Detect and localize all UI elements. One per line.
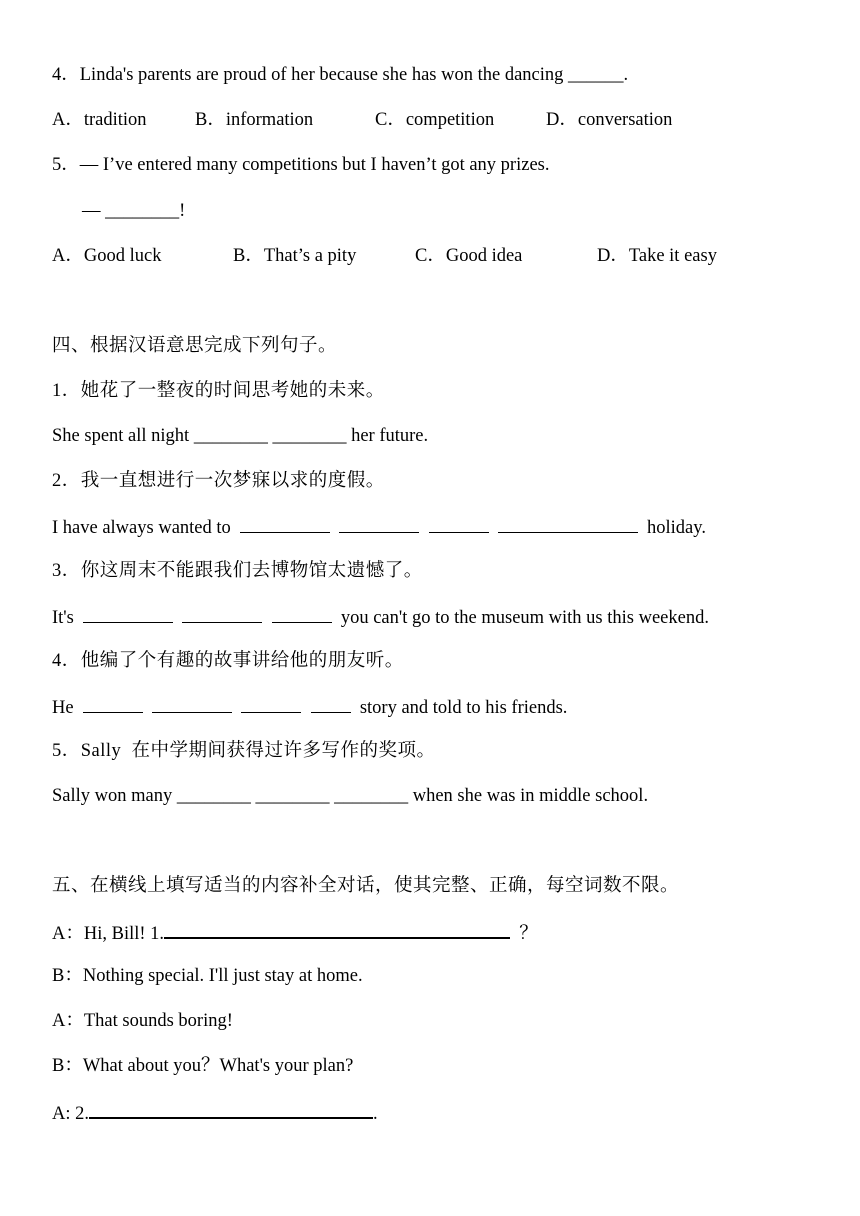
item-1-english: She spent all night ________ ________ her future. xyxy=(52,426,429,446)
dialogue-line-2: B：Nothing special. I'll just stay at home. xyxy=(52,966,363,986)
item-2-text-end: holiday. xyxy=(647,518,706,538)
blank[interactable] xyxy=(241,694,301,713)
blank[interactable] xyxy=(498,514,638,533)
dialogue-blank-1[interactable] xyxy=(164,919,510,939)
option-c: C．Good idea xyxy=(415,246,523,266)
option-d: D．conversation xyxy=(546,110,673,130)
dialogue-line-1 xyxy=(52,919,538,946)
item-5-chinese: 5．Sally 在中学期间获得过许多写作的奖项。 xyxy=(52,741,436,761)
section-5-heading: 五、在横线上填写适当的内容补全对话，使其完整、正确，每空词数不限。 xyxy=(52,876,680,896)
question-5-reply: — ________! xyxy=(82,201,186,221)
item-2-text-start: I have always wanted to xyxy=(52,518,231,538)
blank[interactable] xyxy=(240,514,330,533)
blank[interactable] xyxy=(311,694,351,713)
item-3-text-end: you can't go to the museum with us this weekend. xyxy=(340,608,709,628)
section-4-heading: 四、根据汉语意思完成下列句子。 xyxy=(52,336,338,356)
blank[interactable] xyxy=(83,694,143,713)
blank[interactable] xyxy=(429,514,489,533)
item-5-english: Sally won many ________ ________ ________ when she was in middle school. xyxy=(52,786,649,806)
item-4-text-start: He xyxy=(52,698,74,718)
dialogue-line-4: B：What about you？What's your plan? xyxy=(52,1056,354,1076)
dialogue-line-5-suffix: . xyxy=(373,1104,378,1124)
dialogue-line-5 xyxy=(52,1099,378,1126)
item-4-text-end: story and told to his friends. xyxy=(359,698,568,718)
question-5-stem: 5．— I’ve entered many competitions but I haven’t got any prizes. xyxy=(52,155,550,175)
option-c: C．competition xyxy=(375,110,495,130)
option-d: D．Take it easy xyxy=(597,246,717,266)
item-2-chinese: 2．我一直想进行一次梦寐以求的度假。 xyxy=(52,471,385,491)
dialogue-line-3: A：That sounds boring! xyxy=(52,1011,233,1031)
blank[interactable] xyxy=(339,514,419,533)
item-3-text-start: It's xyxy=(52,608,74,628)
option-a: A．Good luck xyxy=(52,246,162,266)
item-3-english xyxy=(52,604,709,630)
question-4-stem: 4．Linda's parents are proud of her because she has won the dancing ______. xyxy=(52,65,629,85)
item-3-chinese: 3．你这周末不能跟我们去博物馆太遗憾了。 xyxy=(52,561,423,581)
item-1-chinese: 1．她花了一整夜的时间思考她的未来。 xyxy=(52,381,385,401)
item-4-english xyxy=(52,694,567,720)
blank[interactable] xyxy=(182,604,262,623)
dialogue-blank-2[interactable] xyxy=(89,1099,373,1119)
item-4-chinese: 4．他编了个有趣的故事讲给他的朋友听。 xyxy=(52,651,404,671)
item-2-english xyxy=(52,514,706,540)
dialogue-line-1-suffix: ？ xyxy=(519,924,538,944)
option-b: B．information xyxy=(195,110,314,130)
blank[interactable] xyxy=(152,694,232,713)
dialogue-line-5-prefix: A: 2. xyxy=(52,1104,89,1124)
blank[interactable] xyxy=(83,604,173,623)
option-a: A．tradition xyxy=(52,110,147,130)
option-b: B．That’s a pity xyxy=(233,246,357,266)
blank[interactable] xyxy=(272,604,332,623)
dialogue-line-1-prefix: A：Hi, Bill! 1. xyxy=(52,924,165,944)
